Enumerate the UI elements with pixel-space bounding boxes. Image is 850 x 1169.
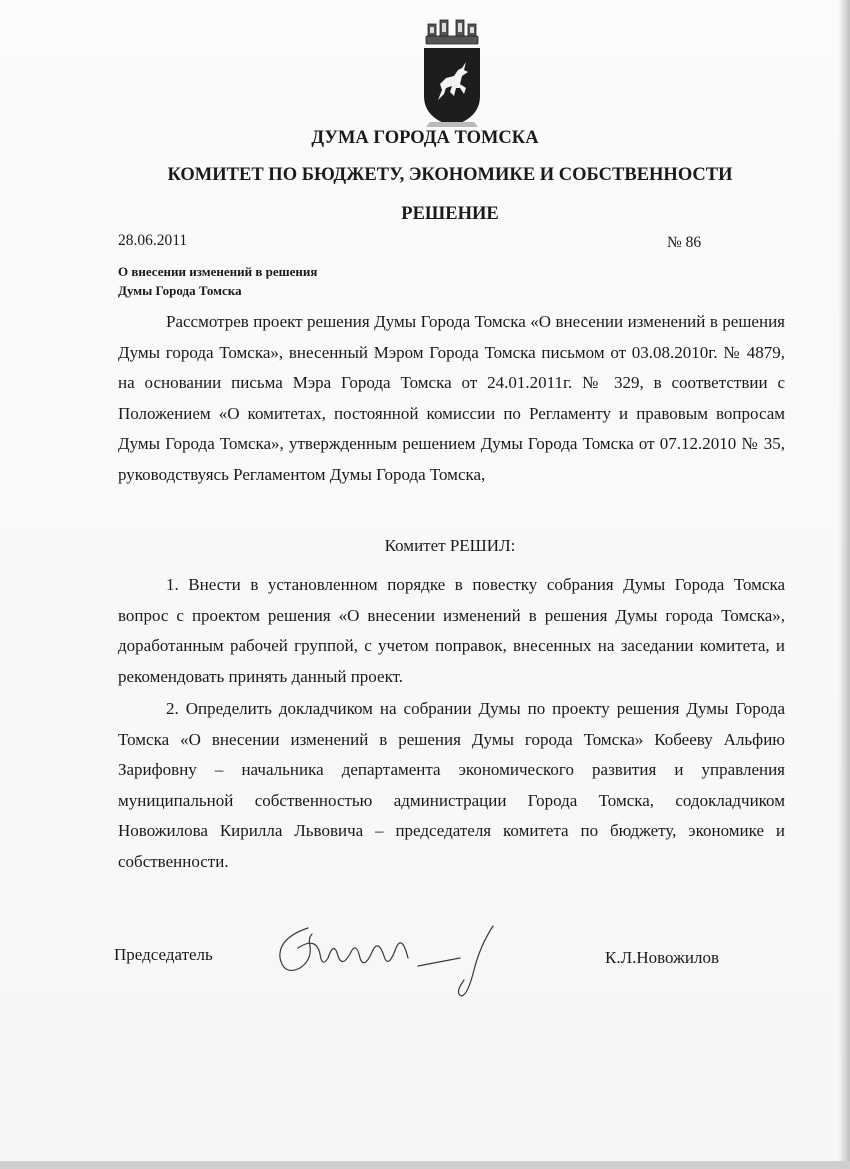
decision-date: 28.06.2011 [118,232,188,249]
decision-subject [118,262,317,300]
subject-line-1: О внесении изменений в решения [118,264,318,279]
resolved-heading: Комитет РЕШИЛ: [384,536,516,555]
scan-edge-bottom [0,1161,850,1169]
decision-number: № 86 [667,234,702,251]
handwritten-signature-icon [268,918,513,998]
org-title: ДУМА ГОРОДА ТОМСКА [311,128,539,148]
tomsk-coat-of-arms-icon [412,14,492,132]
resolution-item-2: 2. Определить докладчиком на собрании Думы по проекту решения Думы Города Томска «О внесении изменений в решения Думы города Томска» Кобееву Альфию Зарифовну – начальника департамента экономического развития и управления муниципальной собственностью администрации Города Томска, содокладчиком Новожилова Кирилла Львовича – председателя комитета по бюджету, экономике и собственности. [118,699,785,871]
preamble-paragraph: Рассмотрев проект решения Думы Города Томска «О внесении изменений в решения Думы города Томска», внесенный Мэром Города Томска письмом от 03.08.2010г. № 4879, на основании письма Мэра Города Томска от 24.01.2011г. № 329, в соответствии с Положением «О комитетах, постоянной комиссии по Регламенту и правовым вопросам Думы Города Томска», утвержденным решением Думы Города Томска от 07.12.2010 № 35, руководствуясь Регламентом Думы Города Томска, [118,312,785,484]
committee-title: КОМИТЕТ ПО БЮДЖЕТУ, ЭКОНОМИКЕ И СОБСТВЕННОСТИ [167,165,733,185]
chairman-label: Председатель [114,945,213,964]
doc-type-title: РЕШЕНИЕ [401,204,499,224]
signer-name: К.Л.Новожилов [605,948,719,967]
resolution-item-1: 1. Внести в установленном порядке в повестку собрания Думы Города Томска вопрос с проектом решения «О внесении изменений в решения Думы города Томска», доработанным рабочей группой, с учетом поправок, внесенных на заседании комитета, и рекомендовать принять данный проект. [118,575,785,686]
subject-line-2: Думы Города Томска [118,283,242,298]
